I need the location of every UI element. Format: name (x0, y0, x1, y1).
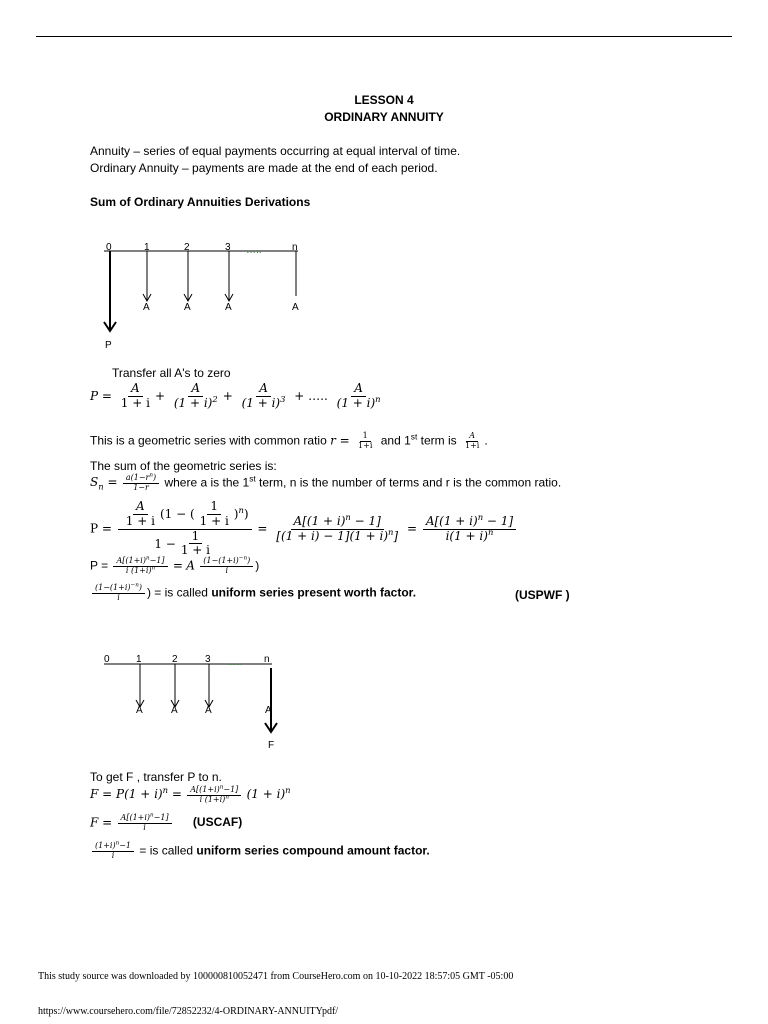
diagram1-tick-2: 2 (184, 242, 190, 253)
section-heading: Sum of Ordinary Annuities Derivations (90, 195, 311, 209)
diagram1-tick-labels (106, 242, 298, 256)
diagram2-tick-3: 3 (205, 654, 211, 665)
diagram1-tick-n: n (292, 242, 298, 253)
annuity-definition: Annuity – series of equal payments occurring at equal interval of time. (90, 144, 461, 158)
diagram1-present-label: P (105, 340, 112, 351)
transfer-to-zero: Transfer all A's to zero (112, 366, 231, 380)
diagram2-tick-2: 2 (172, 654, 178, 665)
uscaf-tag: (USCAF) (192, 815, 243, 830)
diagram2-tick-1: 1 (136, 654, 142, 665)
diagram2-payment-n: A (265, 705, 272, 716)
diagram1-payment-2: A (184, 302, 191, 313)
uspwf-tag: (USPWF ) (515, 588, 570, 602)
diagram1-payment-arrows (143, 251, 296, 301)
diagram1-tick-3: 3 (225, 242, 231, 253)
source-url[interactable]: https://www.coursehero.com/file/72852232/4-ORDINARY-ANNUITYpdf/ (38, 1006, 339, 1017)
diagram1-payment-3: A (225, 302, 232, 313)
diagram2-payment-labels (136, 705, 272, 716)
future-value-equation: $F = P(1 + i)^n$ = $\frac{A[(1+i)^n-1]}{i (1+i)^n}$ $(1 + i)^n$ (90, 784, 291, 804)
diagram2-tick-labels (104, 654, 270, 668)
geometric-series-statement: This is a geometric series with common ratio r = $\frac{1}{1+i}$ and 1st term is $\frac{A}{1+i}$ . (90, 431, 488, 450)
present-value-series-equation: P = $\frac{A}{1 + i}$ + $\frac{A}{(1 + i)^2}$ + $\frac{A}{(1 + i)^3}$ + ….. $\frac{A}{(1 + i)^n}$ (90, 381, 381, 410)
diagram1-payment-n: A (292, 302, 299, 313)
sum-formula: $S_n$ = $\frac{a(1-r^n)}{1-r}$ where a is the 1st term, n is the number of terms and r is the common ratio. (90, 472, 562, 492)
future-value-closed-form: F = $\frac{A[(1+i)^n-1]}{i}$ (USCAF) (90, 812, 243, 832)
ordinary-annuity-definition: Ordinary Annuity – payments are made at the end of each period. (90, 161, 438, 175)
diagram2-future-label: F (268, 740, 275, 751)
source-notice: This study source was downloaded by 100000810052471 from CourseHero.com on 10-10-2022 18:57:05 GMT -05:00 (38, 971, 514, 982)
diagram1-tick-1: 1 (144, 242, 150, 253)
diagram1-dots: ….. (246, 245, 262, 256)
sum-intro: The sum of the geometric series is: (90, 459, 277, 473)
lesson-subtitle: ORDINARY ANNUITY (324, 110, 444, 124)
diagram1-payment-1: A (143, 302, 150, 313)
diagram2-payment-1: A (136, 705, 143, 716)
transfer-to-n: To get F , transfer P to n. (90, 770, 222, 784)
diagram2-payment-2: A (171, 705, 178, 716)
present-value-derivation: P = $\frac{A}{1 + i}$ (1 − ( $\frac{1}{1 + i}$ )$^n$) 1 − $\frac{1}{1 + i}$ = $\frac{A[(1 + i)^n - 1]}{[(1 + i) - 1](1 + i)^n]}$ = $\frac{A[(1 + i)^n - 1]}{i(1 + i)^n}$ (90, 500, 518, 558)
diagram1-present-arrow (104, 251, 116, 331)
diagram2-tick-0: 0 (104, 654, 110, 665)
diagram2-tick-n: n (264, 654, 270, 665)
diagram2-payment-arrows (136, 664, 213, 707)
diagram2-payment-3: A (205, 705, 212, 716)
uscaf-term: uniform series compound amount factor. (196, 843, 430, 858)
present-value-closed-form: P = $\frac{A[(1+i)^n-1]}{i (1+i)^n}$ = A $\frac{(1-(1+i)^{-n})}{i}$ ) (90, 555, 260, 575)
uspwf-definition: $\frac{(1-(1+i)^{-n})}{i}$ ) = is called uniform series present worth factor. (USPWF ) (90, 584, 750, 603)
diagram1-payment-labels (143, 302, 299, 313)
diagram1-tick-0: 0 (106, 242, 112, 253)
uscaf-definition: $\frac{(1+i)^n-1}{i}$ = is called uniform series compound amount factor. (90, 842, 430, 861)
uspwf-term: uniform series present worth factor. (211, 585, 417, 600)
diagram2-future-arrow (265, 668, 277, 732)
lesson-title: LESSON 4 (354, 93, 414, 107)
diagram2-dots: ….. (226, 657, 242, 668)
